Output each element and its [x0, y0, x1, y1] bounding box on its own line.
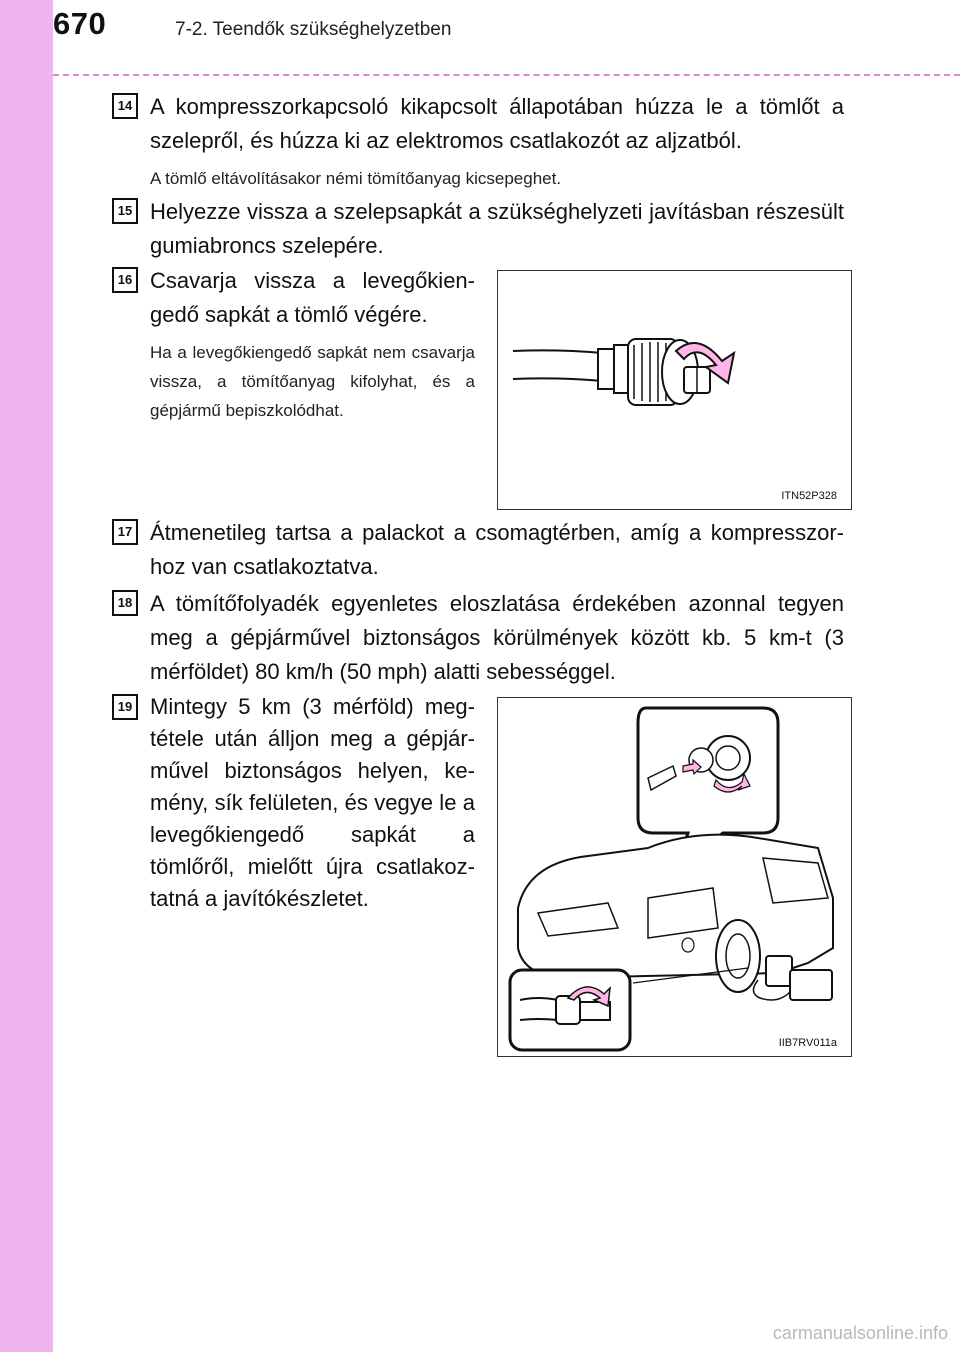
chapter-sidebar: [0, 0, 53, 1352]
step-14: [112, 90, 844, 193]
step-text: A tömítőfolyadék egyenletes eloszlatása érdekében azonnal tegyen meg a gépjárművel biztonságos körülmények között kb. 5 km-t (3 mérföldet) 80 km/h (50 mph) alatti sebességgel.: [150, 591, 844, 684]
step-text: Csavarja vissza a levegőkiengedő sapkát a tömlő végére.: [150, 268, 475, 327]
car-repair-kit-drawing: [498, 698, 850, 1055]
step-text: Mintegy 5 km (3 mérföld) megtétele után álljon meg a gépjárművel biztonságos helyen, kemény, sík felületen, és vegye le a levegőkiengedő sapkát a tömlőről, mielőtt újra csatlakoztatná a javítókészletet.: [150, 694, 475, 911]
step-note: Ha a levegőkiengedő sapkát nem csavarja vissza, a tömítőanyag kifolyhat, és a gépjármű bepiszkolódhat.: [150, 343, 475, 420]
step-number-badge: 17: [112, 519, 138, 545]
step-15: [112, 195, 844, 263]
car-repair-kit-illustration: [497, 697, 852, 1057]
hose-cap-drawing: [498, 271, 850, 508]
step-number-badge: 18: [112, 590, 138, 616]
step-text: Átmenetileg tartsa a palackot a csomagtérben, amíg a kompresszorhoz van csatlakoztatva.: [150, 520, 844, 579]
step-number-badge: 15: [112, 198, 138, 224]
hose-cap-illustration: [497, 270, 852, 510]
figure-code: ITN52P328: [781, 490, 837, 502]
step-text: Helyezze vissza a szelepsapkát a szükséghelyzeti javításban részesült gumiabroncs szelepére.: [150, 199, 844, 258]
step-number-badge: 14: [112, 93, 138, 119]
step-text: A kompresszorkapcsoló kikapcsolt állapotában húzza le a tömlőt a szelepről, és húzza ki az elektromos csatlakozót az aljzatból.: [150, 94, 844, 153]
header-rule: [53, 74, 960, 76]
figure-code: IIB7RV011a: [778, 1037, 837, 1049]
step-number-badge: 16: [112, 267, 138, 293]
step-note: A tömlő eltávolításakor némi tömítőanyag kicsepeghet.: [150, 169, 562, 188]
step-number-badge: 19: [112, 694, 138, 720]
page-number: 670: [53, 6, 107, 41]
section-title: 7-2. Teendők szükséghelyzetben: [175, 19, 452, 40]
watermark: carmanualsonline.info: [772, 1323, 948, 1343]
step-17: [112, 516, 844, 584]
step-18: [112, 587, 844, 689]
